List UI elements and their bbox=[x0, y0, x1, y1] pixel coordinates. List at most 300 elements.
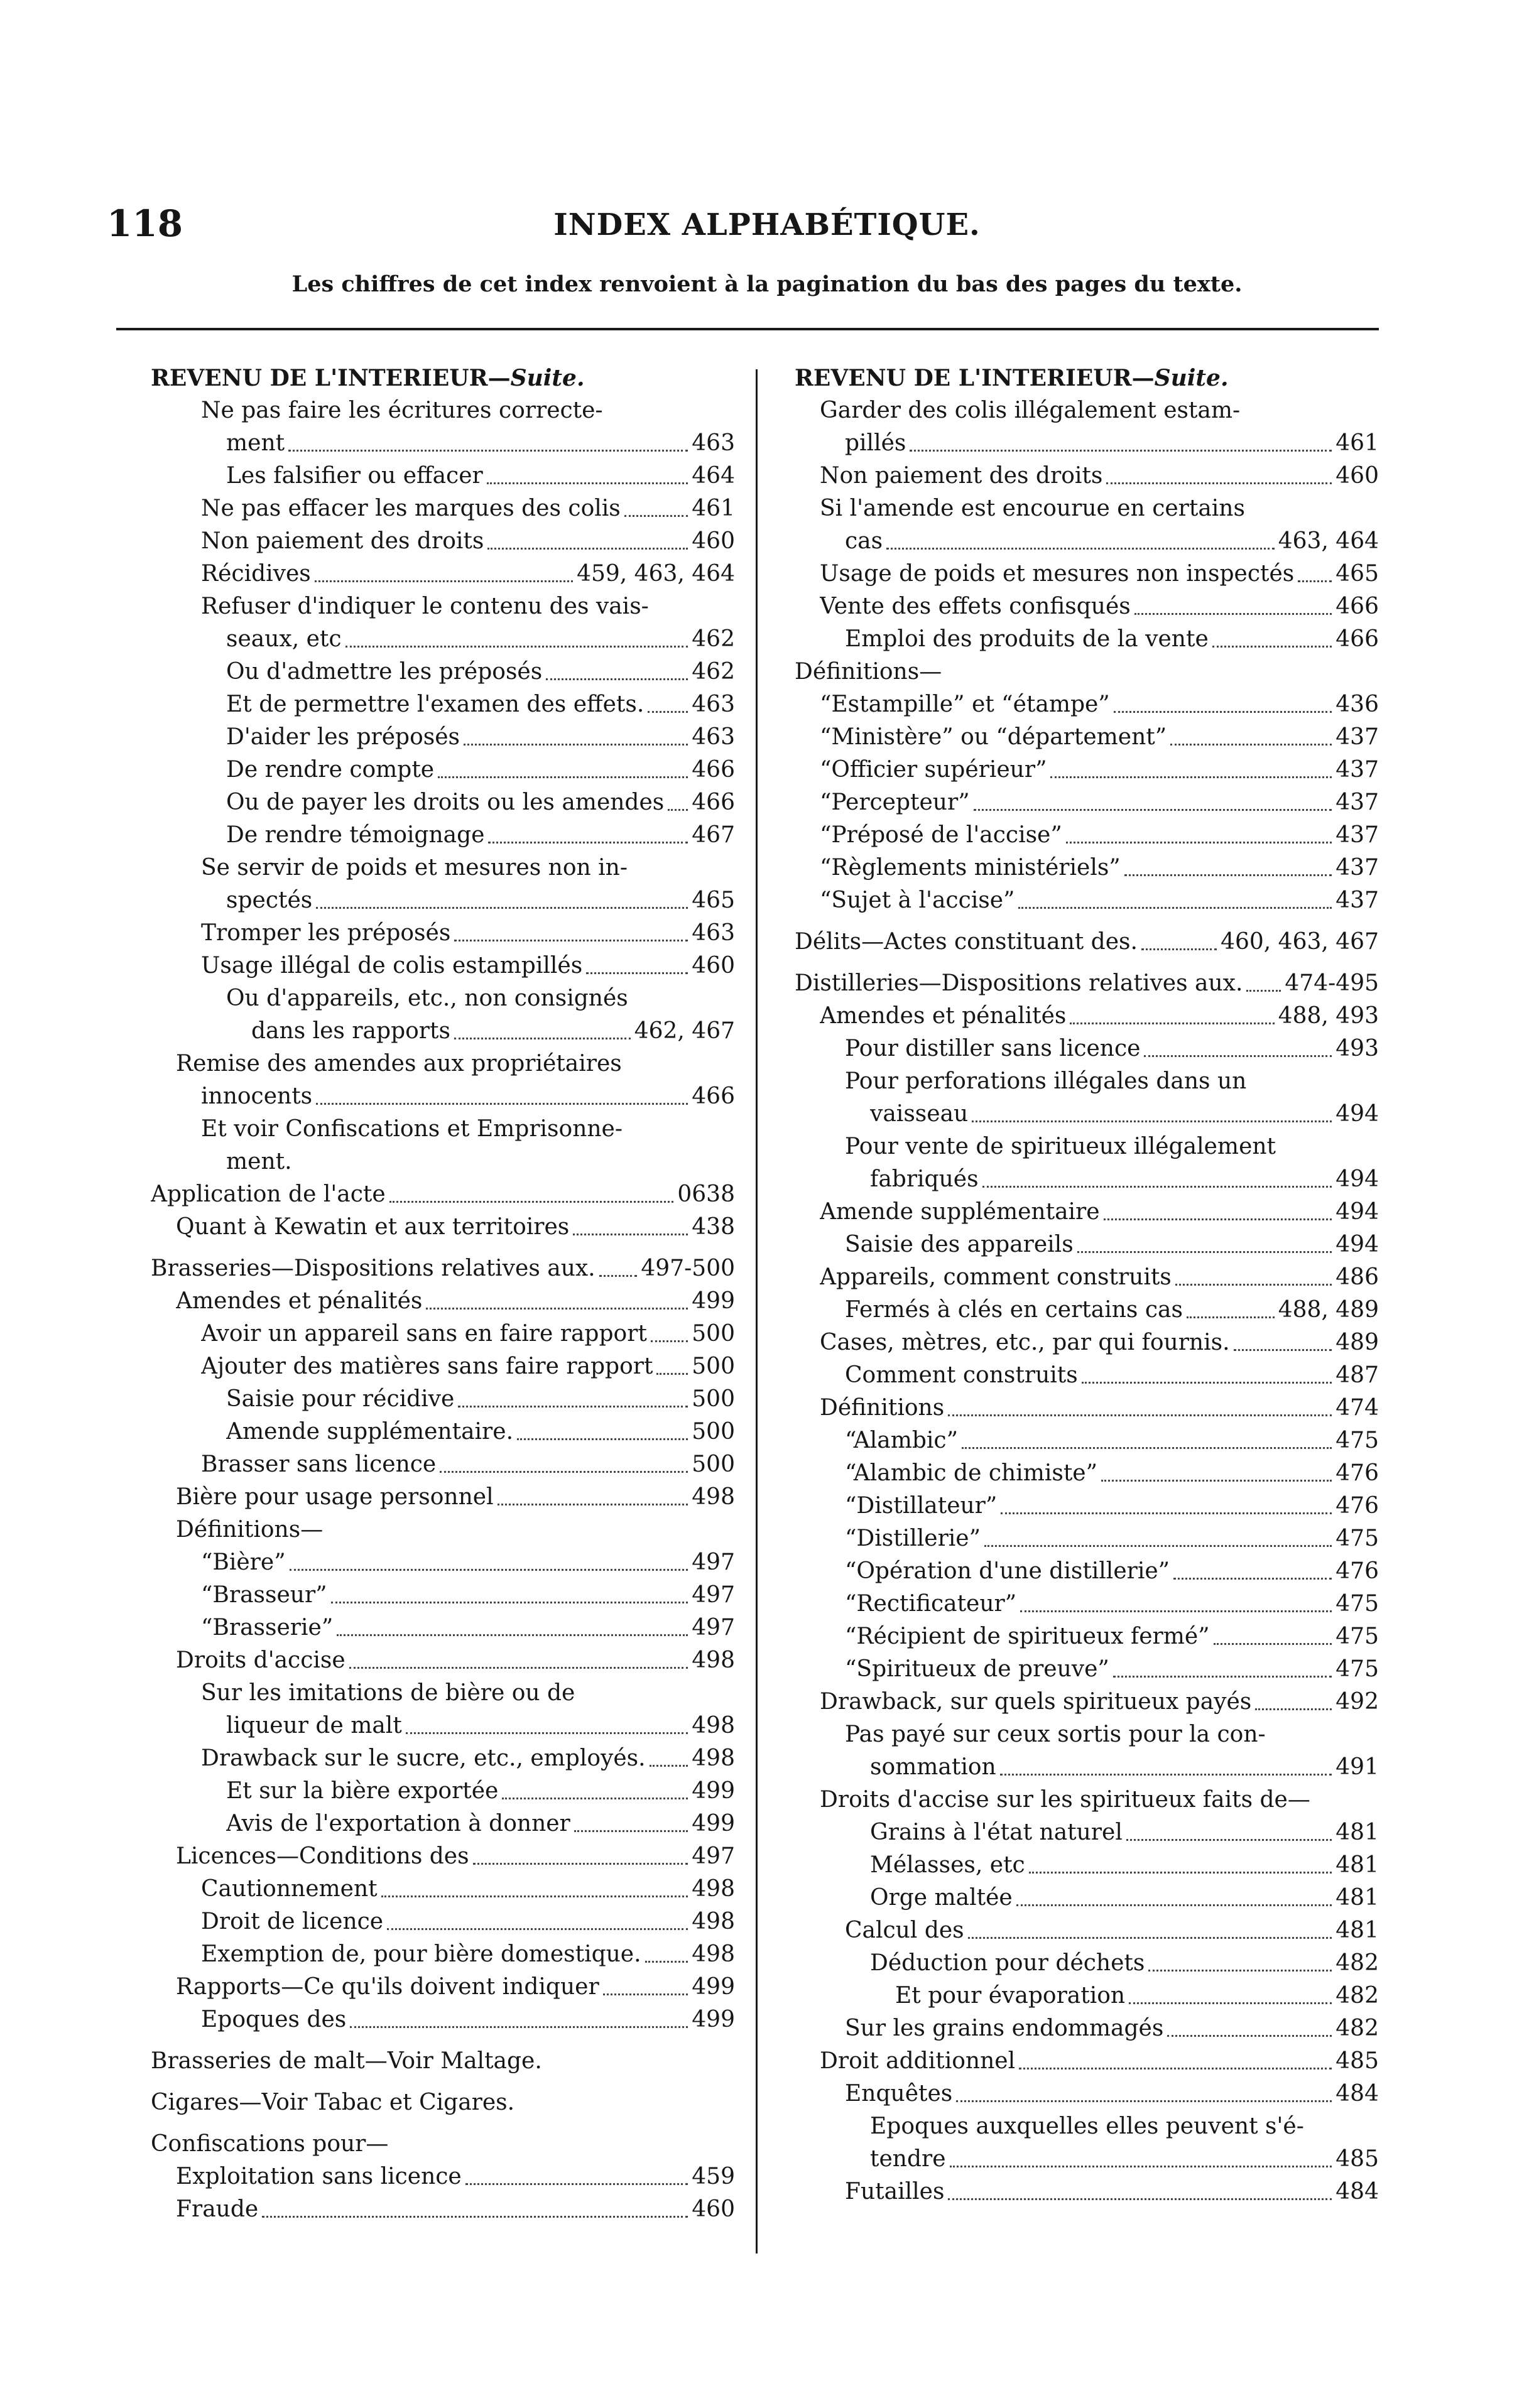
index-entry-line: Ou d'appareils, etc., non consignés bbox=[226, 985, 628, 1011]
index-entry bbox=[151, 1178, 735, 1211]
entry-gap bbox=[795, 958, 1379, 967]
entry-label: fabriqués bbox=[870, 1166, 979, 1192]
entry-pages: 492 bbox=[1335, 1689, 1379, 1715]
entry-gap bbox=[795, 917, 1379, 926]
dot-leader bbox=[406, 1732, 688, 1734]
index-column-left bbox=[151, 362, 735, 2226]
entry-pages: 462, 467 bbox=[634, 1018, 735, 1044]
entry-label: Non paiement des droits bbox=[201, 528, 484, 554]
index-entry bbox=[795, 967, 1379, 1000]
entry-pages: 437 bbox=[1335, 724, 1379, 750]
index-entry bbox=[151, 1285, 735, 1318]
entry-pages: 497 bbox=[692, 1549, 735, 1575]
dot-leader bbox=[948, 2198, 1332, 2200]
entry-pages: 475 bbox=[1335, 1624, 1379, 1649]
entry-label: Ou d'admettre les préposés bbox=[226, 659, 543, 685]
index-entry bbox=[151, 558, 735, 590]
entry-pages: 499 bbox=[692, 1974, 735, 2000]
entry-pages: 486 bbox=[1335, 1264, 1379, 1290]
entry-label: Ajouter des matières sans faire rapport bbox=[201, 1353, 653, 1379]
dot-leader bbox=[972, 1120, 1332, 1122]
entry-pages: 500 bbox=[692, 1386, 735, 1412]
index-entry bbox=[795, 1261, 1379, 1294]
entry-label: Vente des effets confisqués bbox=[820, 594, 1131, 619]
dot-leader bbox=[886, 548, 1275, 550]
index-entry bbox=[795, 1914, 1379, 1947]
dot-leader bbox=[1077, 1251, 1332, 1253]
dot-leader bbox=[1246, 990, 1281, 992]
entry-label: Grains à l'état naturel bbox=[870, 1820, 1123, 1845]
dot-leader bbox=[345, 646, 688, 648]
index-entry bbox=[151, 623, 735, 656]
index-entry bbox=[795, 1588, 1379, 1620]
entry-pages: 460 bbox=[692, 528, 735, 554]
entry-pages: 466 bbox=[692, 757, 735, 783]
entry-label: Enquêtes bbox=[845, 2081, 953, 2107]
dot-leader bbox=[288, 450, 688, 452]
dot-leader bbox=[982, 1186, 1332, 1188]
index-entry-line: Confiscations pour— bbox=[151, 2131, 389, 2157]
index-entry bbox=[795, 1424, 1379, 1457]
index-entry bbox=[795, 2045, 1379, 2078]
dot-leader bbox=[502, 1798, 688, 1799]
index-entry bbox=[795, 1947, 1379, 1980]
index-entry-line: Si l'amende est encourue en certains bbox=[820, 496, 1245, 521]
index-entry bbox=[795, 1849, 1379, 1882]
index-entry bbox=[151, 1938, 735, 1971]
entry-pages: 481 bbox=[1335, 1820, 1379, 1845]
header-rule bbox=[116, 328, 1379, 330]
entry-label: “Sujet à l'accise” bbox=[820, 887, 1015, 913]
entry-pages: 485 bbox=[1335, 2048, 1379, 2074]
entry-label: “Préposé de l'accise” bbox=[820, 822, 1062, 848]
dot-leader bbox=[1124, 874, 1332, 876]
entry-pages: 463 bbox=[692, 691, 735, 717]
entry-pages: 494 bbox=[1335, 1232, 1379, 1257]
entry-pages: 500 bbox=[692, 1353, 735, 1379]
index-entry bbox=[795, 1000, 1379, 1033]
index-entry-line: Brasseries de malt—Voir Maltage. bbox=[151, 2048, 542, 2074]
index-entry bbox=[795, 1751, 1379, 1784]
index-entry bbox=[151, 1080, 735, 1113]
entry-label: Avis de l'exportation à donner bbox=[226, 1811, 570, 1836]
index-entry-line: Définitions— bbox=[176, 1517, 324, 1543]
entry-label: Fermés à clés en certains cas bbox=[845, 1297, 1183, 1323]
index-entry bbox=[151, 1971, 735, 2004]
entry-gap bbox=[151, 2119, 735, 2128]
entry-label: Et sur la bière exportée bbox=[226, 1778, 499, 1804]
dot-leader bbox=[1000, 1774, 1332, 1776]
index-entry bbox=[795, 1326, 1379, 1359]
index-entry bbox=[151, 1481, 735, 1514]
index-entry bbox=[151, 1318, 735, 1350]
dot-leader bbox=[1148, 1970, 1332, 1971]
entry-pages: 497 bbox=[692, 1615, 735, 1641]
dot-leader bbox=[956, 2100, 1332, 2102]
dot-leader bbox=[1106, 482, 1332, 484]
entry-label: Sur les grains endommagés bbox=[845, 2015, 1164, 2041]
entry-pages: 459 bbox=[692, 2164, 735, 2189]
dot-leader bbox=[426, 1308, 688, 1310]
dot-leader bbox=[1066, 842, 1332, 843]
index-entry bbox=[795, 2012, 1379, 2045]
index-entry-line: Ne pas faire les écritures correcte- bbox=[201, 398, 603, 423]
index-entry bbox=[151, 950, 735, 982]
dot-leader bbox=[1113, 1676, 1332, 1678]
index-entry bbox=[795, 1980, 1379, 2012]
index-entry bbox=[151, 1808, 735, 1840]
entry-pages: 466 bbox=[692, 1083, 735, 1109]
entry-pages: 482 bbox=[1335, 1983, 1379, 2009]
entry-label: Droits d'accise bbox=[176, 1647, 345, 1673]
index-entry bbox=[795, 1196, 1379, 1228]
dot-leader bbox=[546, 678, 688, 680]
entry-label: Rapports—Ce qu'ils doivent indiquer bbox=[176, 1974, 599, 2000]
entry-pages: 497-500 bbox=[641, 1256, 735, 1281]
dot-leader bbox=[1114, 711, 1332, 713]
entry-pages: 463, 464 bbox=[1278, 528, 1379, 554]
entry-label: Drawback sur le sucre, etc., employés. bbox=[201, 1745, 646, 1771]
dot-leader bbox=[1167, 2035, 1332, 2037]
entry-pages: 498 bbox=[692, 1713, 735, 1738]
entry-pages: 438 bbox=[692, 1214, 735, 1240]
index-entry-line: Cigares—Voir Tabac et Cigares. bbox=[151, 2090, 515, 2115]
entry-pages: 481 bbox=[1335, 1917, 1379, 1943]
index-entry bbox=[151, 1252, 735, 1285]
entry-pages: 462 bbox=[692, 659, 735, 685]
entry-pages: 466 bbox=[692, 789, 735, 815]
entry-pages: 485 bbox=[1335, 2146, 1379, 2172]
entry-label: Mélasses, etc bbox=[870, 1852, 1025, 1878]
entry-pages: 460 bbox=[692, 953, 735, 979]
index-entry bbox=[151, 2193, 735, 2226]
index-entry bbox=[795, 1555, 1379, 1588]
index-entry bbox=[151, 819, 735, 852]
index-entry bbox=[795, 623, 1379, 656]
entry-pages: 482 bbox=[1335, 2015, 1379, 2041]
index-entry bbox=[795, 427, 1379, 460]
entry-pages: 466 bbox=[1335, 626, 1379, 652]
index-entry bbox=[151, 656, 735, 688]
dot-leader bbox=[387, 1928, 688, 1930]
entry-gap bbox=[151, 2078, 735, 2086]
entry-label: Récidives bbox=[201, 561, 311, 587]
entry-label: “Percepteur” bbox=[820, 789, 970, 815]
entry-pages: 437 bbox=[1335, 789, 1379, 815]
index-entry bbox=[795, 1490, 1379, 1522]
entry-pages: 489 bbox=[1335, 1330, 1379, 1355]
index-entry bbox=[151, 1448, 735, 1481]
column-heading bbox=[151, 362, 735, 394]
index-entry bbox=[151, 1579, 735, 1612]
index-entry bbox=[151, 1710, 735, 1742]
page-subtitle: Les chiffres de cet index renvoient à la pagination du bas des pages du texte. bbox=[291, 271, 1243, 297]
entry-pages: 484 bbox=[1335, 2081, 1379, 2107]
entry-label: Droit additionnel bbox=[820, 2048, 1016, 2074]
entry-label: “Officier supérieur” bbox=[820, 757, 1047, 783]
entry-gap bbox=[151, 1244, 735, 1252]
dot-leader bbox=[650, 1765, 688, 1767]
entry-pages: 460 bbox=[692, 2196, 735, 2222]
dot-leader bbox=[1070, 1022, 1274, 1024]
dot-leader bbox=[1170, 744, 1332, 746]
entry-pages: 493 bbox=[1335, 1036, 1379, 1061]
entry-pages: 475 bbox=[1335, 1656, 1379, 1682]
entry-pages: 459, 463, 464 bbox=[577, 561, 735, 587]
entry-label: Orge maltée bbox=[870, 1885, 1013, 1911]
entry-label: seaux, etc bbox=[226, 626, 342, 652]
dot-leader bbox=[599, 1275, 638, 1277]
index-entry bbox=[795, 1620, 1379, 1653]
entry-pages: 437 bbox=[1335, 822, 1379, 848]
entry-pages: 499 bbox=[692, 2007, 735, 2032]
entry-label: Les falsifier ou effacer bbox=[226, 463, 483, 489]
entry-pages: 494 bbox=[1335, 1199, 1379, 1225]
index-entry bbox=[795, 852, 1379, 884]
entry-label: Futailles bbox=[845, 2179, 945, 2205]
entry-label: “Distillateur” bbox=[845, 1493, 998, 1519]
entry-label: Pour distiller sans licence bbox=[845, 1036, 1141, 1061]
running-title: INDEX ALPHABÉTIQUE. bbox=[553, 207, 981, 242]
dot-leader bbox=[464, 744, 688, 746]
page-number: 118 bbox=[107, 202, 183, 245]
entry-label: Usage illégal de colis estampillés bbox=[201, 953, 583, 979]
dot-leader bbox=[1141, 948, 1217, 950]
dot-leader bbox=[1212, 646, 1332, 648]
dot-leader bbox=[498, 1504, 688, 1505]
dot-leader bbox=[381, 1895, 688, 1897]
index-entry bbox=[151, 1546, 735, 1579]
column-heading-suffix: Suite. bbox=[1154, 365, 1229, 391]
dot-leader bbox=[624, 515, 688, 517]
dot-leader bbox=[454, 940, 688, 941]
entry-label: “Alambic” bbox=[845, 1428, 958, 1453]
entry-pages: 498 bbox=[692, 1647, 735, 1673]
dot-leader bbox=[910, 450, 1332, 452]
entry-label: De rendre témoignage bbox=[226, 822, 485, 848]
index-entry-line: Pour perforations illégales dans un bbox=[845, 1068, 1247, 1094]
dot-leader bbox=[349, 1667, 688, 1669]
entry-pages: 437 bbox=[1335, 855, 1379, 881]
entry-label: D'aider les préposés bbox=[226, 724, 460, 750]
entry-label: Bière pour usage personnel bbox=[176, 1484, 494, 1510]
index-entry-line: Pour vente de spiritueux illégalement bbox=[845, 1134, 1276, 1159]
index-entry bbox=[795, 1392, 1379, 1424]
index-entry-line: Et voir Confiscations et Emprisonne- bbox=[201, 1116, 623, 1142]
entry-pages: 463 bbox=[692, 430, 735, 456]
index-entry-line: Définitions— bbox=[795, 659, 942, 685]
index-entry bbox=[151, 2161, 735, 2193]
index-entry bbox=[795, 688, 1379, 721]
entry-pages: 476 bbox=[1335, 1460, 1379, 1486]
index-entry bbox=[795, 884, 1379, 917]
entry-label: “Brasserie” bbox=[201, 1615, 334, 1641]
entry-label: Saisie des appareils bbox=[845, 1232, 1074, 1257]
entry-label: Ou de payer les droits ou les amendes bbox=[226, 789, 665, 815]
dot-leader bbox=[1019, 2068, 1332, 2069]
index-entry bbox=[151, 1211, 735, 1244]
entry-pages: 498 bbox=[692, 1876, 735, 1902]
index-entry bbox=[795, 1294, 1379, 1326]
index-entry bbox=[795, 1457, 1379, 1490]
index-entry bbox=[151, 1612, 735, 1644]
entry-pages: 488, 493 bbox=[1278, 1003, 1379, 1029]
entry-label: Amendes et pénalités bbox=[820, 1003, 1067, 1029]
dot-leader bbox=[1129, 2002, 1332, 2004]
entry-pages: 460, 463, 467 bbox=[1221, 929, 1379, 955]
entry-label: “Bière” bbox=[201, 1549, 286, 1575]
dot-leader bbox=[668, 809, 688, 811]
entry-label: Exploitation sans licence bbox=[176, 2164, 462, 2189]
index-entry bbox=[795, 1359, 1379, 1392]
index-entry bbox=[151, 525, 735, 558]
dot-leader bbox=[454, 1038, 631, 1039]
entry-label: Comment construits bbox=[845, 1362, 1078, 1388]
entry-label: Non paiement des droits bbox=[820, 463, 1103, 489]
index-entry-line: Droits d'accise sur les spiritueux faits de— bbox=[820, 1787, 1310, 1813]
entry-pages: 481 bbox=[1335, 1885, 1379, 1911]
dot-leader bbox=[316, 1103, 688, 1105]
entry-label: Déduction pour déchets bbox=[870, 1950, 1145, 1976]
column-heading-text: REVENU DE L'INTERIEUR— bbox=[151, 365, 511, 391]
entry-label: Licences—Conditions des bbox=[176, 1843, 469, 1869]
index-entry bbox=[151, 786, 735, 819]
entry-label: “Alambic de chimiste” bbox=[845, 1460, 1097, 1486]
entry-pages: 500 bbox=[692, 1419, 735, 1445]
entry-label: Droit de licence bbox=[201, 1909, 384, 1934]
dot-leader bbox=[517, 1438, 688, 1440]
entry-pages: 491 bbox=[1335, 1754, 1379, 1780]
index-entry bbox=[795, 2078, 1379, 2110]
entry-pages: 465 bbox=[692, 887, 735, 913]
dot-leader bbox=[487, 548, 688, 550]
entry-pages: 466 bbox=[1335, 594, 1379, 619]
dot-leader bbox=[389, 1201, 674, 1203]
entry-label: Epoques des bbox=[201, 2007, 347, 2032]
dot-leader bbox=[337, 1634, 688, 1636]
entry-pages: 463 bbox=[692, 920, 735, 946]
column-divider bbox=[756, 369, 758, 2253]
index-entry bbox=[151, 917, 735, 950]
dot-leader bbox=[438, 776, 688, 778]
dot-leader bbox=[645, 1961, 688, 1963]
entry-pages: 487 bbox=[1335, 1362, 1379, 1388]
dot-leader bbox=[487, 482, 688, 484]
index-entry bbox=[795, 525, 1379, 558]
dot-leader bbox=[574, 1830, 688, 1832]
dot-leader bbox=[262, 2216, 688, 2218]
entry-pages: 481 bbox=[1335, 1852, 1379, 1878]
entry-label: Brasseries—Dispositions relatives aux. bbox=[151, 1256, 596, 1281]
index-entry bbox=[151, 1906, 735, 1938]
dot-leader bbox=[1001, 1512, 1332, 1514]
dot-leader bbox=[948, 1414, 1332, 1416]
entry-label: vaisseau bbox=[870, 1101, 969, 1127]
entry-label: “Ministère” ou “département” bbox=[820, 724, 1167, 750]
column-heading-suffix: Suite. bbox=[510, 365, 585, 391]
entry-pages: 476 bbox=[1335, 1493, 1379, 1519]
index-column-right bbox=[795, 362, 1379, 2208]
index-entry bbox=[151, 1775, 735, 1808]
dot-leader bbox=[473, 1863, 688, 1865]
entry-pages: 474 bbox=[1335, 1395, 1379, 1421]
index-entry bbox=[795, 1653, 1379, 1686]
entry-label: Exemption de, pour bière domestique. bbox=[201, 1941, 641, 1967]
index-entry bbox=[795, 1522, 1379, 1555]
entry-label: Emploi des produits de la vente bbox=[845, 626, 1209, 652]
dot-leader bbox=[1234, 1349, 1332, 1351]
entry-label: “Brasseur” bbox=[201, 1582, 327, 1608]
dot-leader bbox=[350, 2026, 688, 2028]
index-entry-line: ment. bbox=[226, 1149, 292, 1174]
dot-leader bbox=[962, 1447, 1332, 1449]
index-entry bbox=[151, 1350, 735, 1383]
entry-label: Usage de poids et mesures non inspectés bbox=[820, 561, 1295, 587]
entry-label: Saisie pour récidive bbox=[226, 1386, 455, 1412]
dot-leader bbox=[1298, 580, 1332, 582]
index-entry bbox=[795, 926, 1379, 958]
entry-label: Drawback, sur quels spiritueux payés bbox=[820, 1689, 1252, 1715]
dot-leader bbox=[1255, 1708, 1332, 1710]
entry-label: ment bbox=[226, 430, 285, 456]
entry-pages: 437 bbox=[1335, 887, 1379, 913]
index-entry bbox=[795, 819, 1379, 852]
index-entry bbox=[151, 754, 735, 786]
entry-label: Application de l'acte bbox=[151, 1181, 386, 1207]
entry-label: Cautionnement bbox=[201, 1876, 378, 1902]
entry-label: Cases, mètres, etc., par qui fournis. bbox=[820, 1330, 1230, 1355]
index-entry bbox=[795, 1686, 1379, 1718]
dot-leader bbox=[1018, 907, 1332, 909]
entry-label: Fraude bbox=[176, 2196, 259, 2222]
dot-leader bbox=[1187, 1316, 1275, 1318]
entry-pages: 498 bbox=[692, 1484, 735, 1510]
index-entry-line: Se servir de poids et mesures non in- bbox=[201, 855, 628, 881]
column-heading-text: REVENU DE L'INTERIEUR— bbox=[795, 365, 1155, 391]
dot-leader bbox=[1144, 1055, 1332, 1057]
column-heading bbox=[795, 362, 1379, 394]
index-entry bbox=[795, 2176, 1379, 2208]
index-entry bbox=[151, 1644, 735, 1677]
entry-pages: 462 bbox=[692, 626, 735, 652]
entry-pages: 475 bbox=[1335, 1428, 1379, 1453]
entry-label: spectés bbox=[226, 887, 313, 913]
entry-label: “Rectificateur” bbox=[845, 1591, 1017, 1617]
entry-pages: 494 bbox=[1335, 1166, 1379, 1192]
entry-pages: 499 bbox=[692, 1811, 735, 1836]
entry-pages: 488, 489 bbox=[1278, 1297, 1379, 1323]
dot-leader bbox=[465, 2183, 688, 2185]
entry-label: Tromper les préposés bbox=[201, 920, 451, 946]
dot-leader bbox=[656, 1373, 688, 1375]
index-entry bbox=[151, 1873, 735, 1906]
entry-pages: 497 bbox=[692, 1843, 735, 1869]
entry-pages: 436 bbox=[1335, 691, 1379, 717]
entry-pages: 499 bbox=[692, 1778, 735, 1804]
entry-gap bbox=[151, 2036, 735, 2045]
dot-leader bbox=[1029, 1872, 1332, 1874]
entry-pages: 475 bbox=[1335, 1526, 1379, 1551]
entry-label: sommation bbox=[870, 1754, 996, 1780]
index-entry bbox=[795, 1163, 1379, 1196]
entry-label: De rendre compte bbox=[226, 757, 435, 783]
dot-leader bbox=[440, 1471, 688, 1473]
dot-leader bbox=[458, 1406, 688, 1407]
index-entry bbox=[795, 1816, 1379, 1849]
dot-leader bbox=[316, 907, 688, 909]
dot-leader bbox=[573, 1234, 688, 1235]
entry-label: Appareils, comment construits bbox=[820, 1264, 1172, 1290]
